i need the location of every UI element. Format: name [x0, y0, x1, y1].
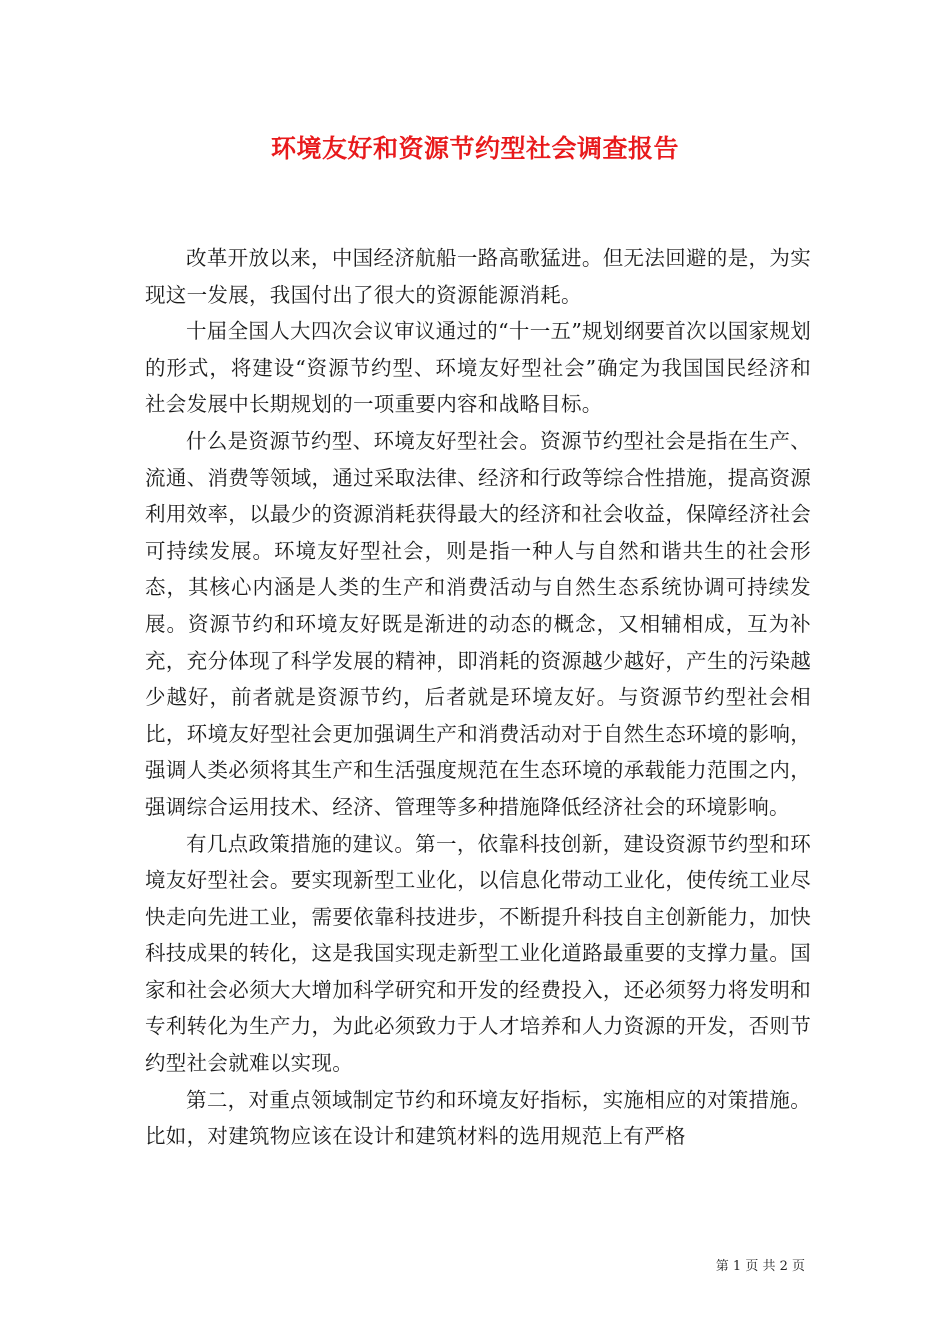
document-title: 环境友好和资源节约型社会调查报告 — [270, 134, 679, 163]
document-body — [145, 240, 811, 1155]
paragraph-4: 有几点政策措施的建议。第一，依靠科技创新，建设资源节约型和环境友好型社会。要实现新型工业化，以信息化带动工业化，使传统工业尽快走向先进工业，需要依靠科技进步，不断提升科技自主创新能力，加快科技成果的转化，这是我国实现走新型工业化道路最重要的支撑力量。国家和社会必须大大增加科学研究和开发的经费投入，还必须努力将发明和专利转化为生产力，为此必须致力于人才培养和人力资源的开发，否则节约型社会就难以实现。 — [145, 831, 811, 1076]
paragraph-2: 十届全国人大四次会议审议通过的“十一五”规划纲要首次以国家规划的形式，将建设“资源节约型、环境友好型社会”确定为我国国民经济和社会发展中长期规划的一项重要内容和战略目标。 — [145, 319, 811, 417]
paragraph-5: 第二，对重点领域制定节约和环境友好指标，实施相应的对策措施。比如，对建筑物应该在设计和建筑材料的选用规范上有严格 — [145, 1087, 811, 1149]
paragraph-1: 改革开放以来，中国经济航船一路高歌猛进。但无法回避的是，为实现这一发展，我国付出了很大的资源能源消耗。 — [145, 246, 811, 307]
page-number-footer: 第 1 页 共 2 页 — [715, 1259, 805, 1274]
paragraph-3: 什么是资源节约型、环境友好型社会。资源节约型社会是指在生产、流通、消费等领域，通过采取法律、经济和行政等综合性措施，提高资源利用效率，以最少的资源消耗获得最大的经济和社会收益，保障经济社会可持续发展。环境友好型社会，则是指一种人与自然和谐共生的社会形态，其核心内涵是人类的生产和消费活动与自然生态系统协调可持续发展。资源节约和环境友好既是渐进的动态的概念，又相辅相成，互为补充，充分体现了科学发展的精神，即消耗的资源越少越好，产生的污染越少越好，前者就是资源节约，后者就是环境友好。与资源节约型社会相比，环境友好型社会更加强调生产和消费活动对于自然生态环境的影响，强调人类必须将其生产和生活强度规范在生态环境的承载能力范围之内，强调综合运用技术、经济、管理等多种措施降低经济社会的环境影响。 — [145, 428, 811, 819]
